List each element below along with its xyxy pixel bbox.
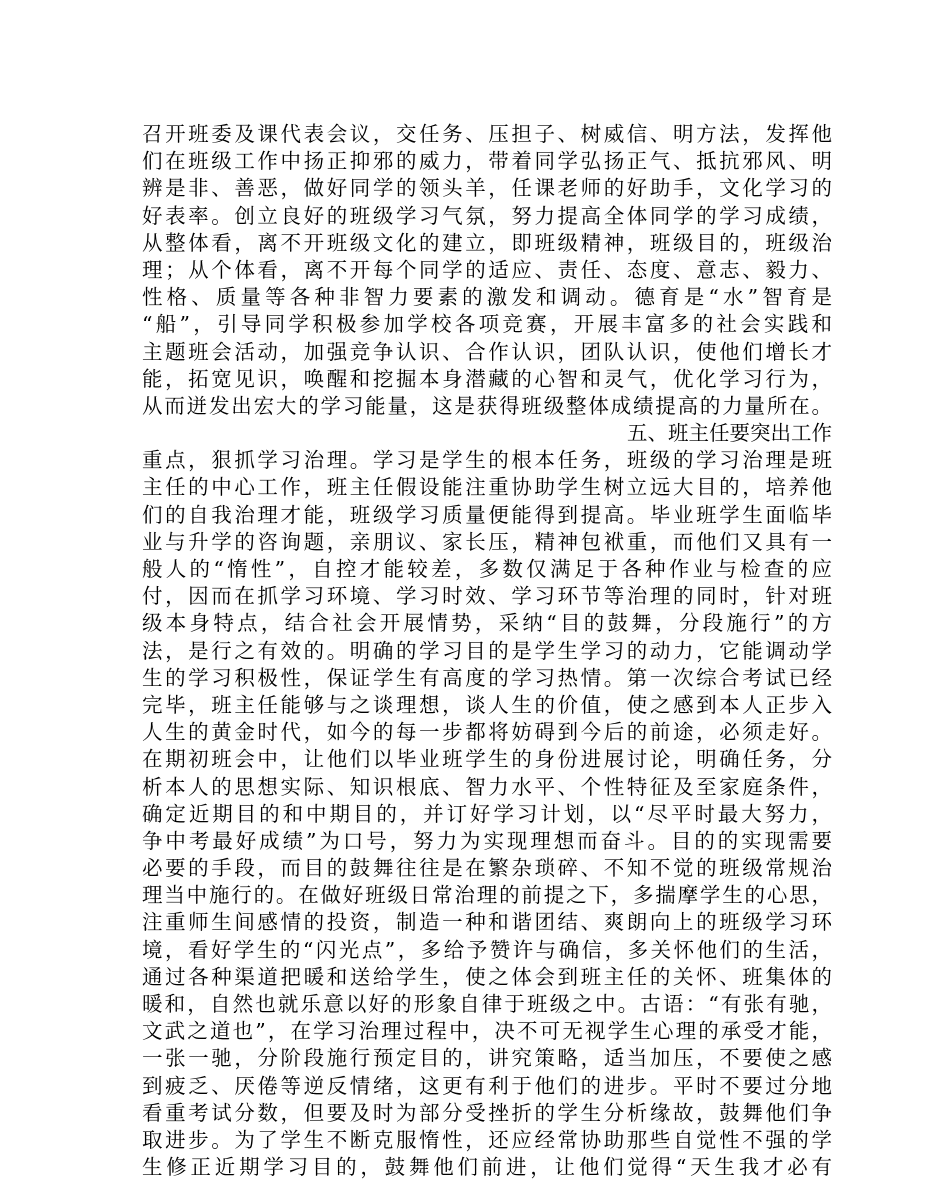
text-line: 析本人的思想实际、知识根底、智力水平、个性特征及至家庭条件，	[142, 774, 832, 799]
text-line: 确定近期目的和中期目的，并订好学习计划，以“尽平时最大努力，	[142, 801, 832, 826]
text-line: 通过各种渠道把暖和送给学生，使之体会到班主任的关怀、班集体的	[142, 964, 832, 989]
text-line: 性格、质量等各种非智力要素的激发和调动。德育是“水”智育是	[142, 285, 832, 310]
text-line: 从而迸发出宏大的学习能量，这是获得班级整体成绩提高的力量所在。	[142, 393, 832, 418]
section-heading-line: 五、班主任要突出工作	[627, 421, 832, 446]
text-line: 暖和，自然也就乐意以好的形象自律于班级之中。古语：“有张有驰，	[142, 992, 832, 1016]
text-line: 一张一驰，分阶段施行预定目的，讲究策略，适当加压，不要使之感	[142, 1046, 832, 1071]
text-line: 主题班会活动，加强竞争认识、合作认识，团队认识，使他们增长才	[142, 339, 832, 364]
text-line: 召开班委及课代表会议，交任务、压担子、树威信、明方法，发挥他	[142, 122, 832, 146]
text-line: 必要的手段，而目的鼓舞往往是在繁杂琐碎、不知不觉的班级常规治	[142, 856, 832, 881]
text-line: 好表率。创立良好的班级学习气氛，努力提高全体同学的学习成绩，	[142, 203, 832, 228]
text-line: 在期初班会中，让他们以毕业班学生的身份进展讨论，明确任务，分	[142, 747, 832, 772]
text-line: 人生的黄金时代，如今的每一步都将妨碍到今后的前途，必须走好。	[142, 720, 832, 745]
text-line: 生的学习积极性，保证学生有高度的学习热情。第一次综合考试已经	[142, 665, 832, 690]
text-line: 付，因而在抓学习环境、学习时效、学习环节等治理的同时，针对班	[142, 584, 832, 609]
text-line: 完毕，班主任能够与之谈理想，谈人生的价值，使之感到本人正步入	[142, 692, 832, 717]
text-line: 争中考最好成绩”为口号，努力为实现理想而奋斗。目的的实现需要	[142, 828, 832, 853]
text-line: “船”，引导同学积极参加学校各项竞赛，开展丰富多的社会实践和	[142, 312, 832, 337]
text-line: 到疲乏、厌倦等逆反情绪，这更有利于他们的进步。平时不要过分地	[142, 1073, 832, 1098]
text-line: 取进步。为了学生不断克服惰性，还应经常协助那些自觉性不强的学	[142, 1127, 832, 1152]
text-line: 业与升学的咨询题，亲朋议、家长压，精神包袱重，而他们又具有一	[142, 529, 832, 554]
text-line: 生修正近期学习目的，鼓舞他们前进，让他们觉得“天生我才必有	[142, 1155, 832, 1180]
body-text	[142, 121, 832, 1181]
text-line: 理当中施行的。在做好班级日常治理的前提之下，多揣摩学生的心思，	[142, 883, 832, 908]
text-line: 从整体看，离不开班级文化的建立，即班级精神，班级目的，班级治	[142, 230, 832, 255]
text-line: 们在班级工作中扬正抑邪的威力，带着同学弘扬正气、抵抗邪风、明	[142, 149, 832, 174]
text-line: 理；从个体看，离不开每个同学的适应、责任、态度、意志、毅力、	[142, 257, 832, 282]
text-line: 辨是非、善恶，做好同学的领头羊，任课老师的好助手，文化学习的	[142, 176, 832, 201]
text-line: 能，拓宽见识，唤醒和挖掘本身潜藏的心智和灵气，优化学习行为，	[142, 366, 832, 391]
text-line: 重点，狠抓学习治理。学习是学生的根本任务，班级的学习治理是班	[142, 448, 832, 473]
text-line: 看重考试分数，但要及时为部分受挫折的学生分析缘故，鼓舞他们争	[142, 1100, 832, 1125]
text-line: 文武之道也”，在学习治理过程中，决不可无视学生心理的承受才能，	[142, 1019, 832, 1044]
text-line: 主任的中心工作，班主任假设能注重协助学生树立远大目的，培养他	[142, 475, 832, 500]
text-line: 般人的“惰性”，自控才能较差，多数仅满足于各种作业与检查的应	[142, 557, 832, 581]
text-line: 级本身特点，结合社会开展情势，采纳“目的鼓舞，分段施行”的方	[142, 611, 832, 636]
text-line: 们的自我治理才能，班级学习质量便能得到提高。毕业班学生面临毕	[142, 502, 832, 527]
text-line: 注重师生间感情的投资，制造一种和谐团结、爽朗向上的班级学习环	[142, 910, 832, 935]
text-line: 法，是行之有效的。明确的学习目的是学生学习的动力，它能调动学	[142, 638, 832, 663]
text-line: 境，看好学生的“闪光点”，多给予赞许与确信，多关怀他们的生活，	[142, 937, 832, 962]
